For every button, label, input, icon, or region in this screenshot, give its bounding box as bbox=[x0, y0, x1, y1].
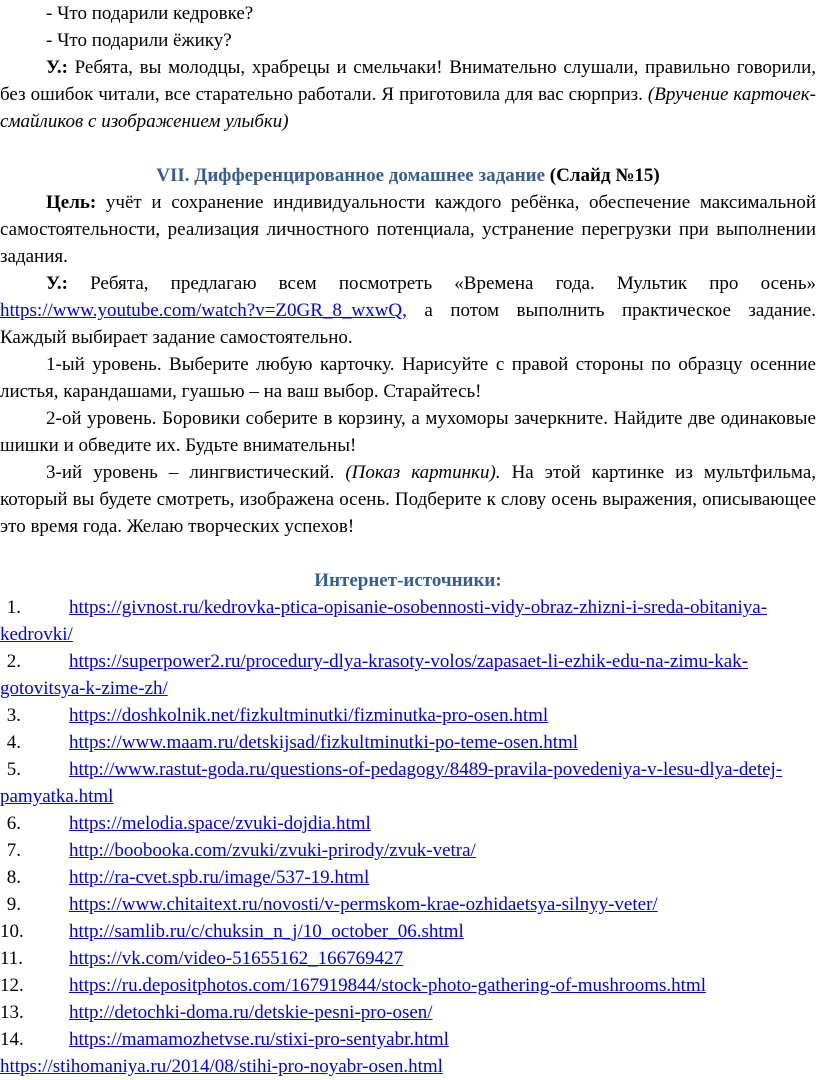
youtube-link[interactable]: https://www.youtube.com/watch?v=Z0GR_8_wxwQ, bbox=[0, 300, 407, 321]
section-title: VII. Дифференцированное домашнее задание bbox=[156, 165, 546, 186]
source-link[interactable]: https://vk.com/video-51655162_166769427 bbox=[69, 948, 404, 969]
spacer bbox=[0, 540, 816, 567]
source-link[interactable]: https://givnost.ru/kedrovka-ptica-opisanie-osobennosti-vidy-obraz-zhizni-i-sreda-obitaniya-kedrovki/ bbox=[0, 597, 768, 645]
source-item bbox=[0, 972, 816, 999]
source-item bbox=[0, 999, 816, 1026]
source-link[interactable]: http://samlib.ru/c/chuksin_n_j/10_october_06.shtml bbox=[69, 921, 464, 942]
extra-source-link[interactable]: https://stihomaniya.ru/2014/08/stihi-pro-noyabr-osen.html bbox=[0, 1056, 443, 1077]
source-number: 9. bbox=[6, 894, 21, 915]
praise-note: (Вручение карточек-смайликов с изображением улыбки) bbox=[0, 84, 816, 132]
sources-heading: Интернет-источники: bbox=[314, 570, 502, 591]
level-3-paragraph bbox=[0, 459, 816, 540]
level-3-text-before: 3-ий уровень – лингвистический. bbox=[46, 462, 346, 483]
source-link[interactable]: https://superpower2.ru/procedury-dlya-krasoty-volos/zapasaet-li-ezhik-edu-na-zimu-kak-gotovitsya-k-zime-zh/ bbox=[0, 651, 748, 699]
goal-paragraph bbox=[0, 189, 816, 270]
source-number: 5. bbox=[6, 759, 21, 780]
source-number: 13. bbox=[0, 1002, 24, 1023]
teacher-paragraph bbox=[0, 270, 816, 351]
source-item bbox=[0, 918, 816, 945]
question-line-2: - Что подарили ёжику? bbox=[46, 30, 232, 51]
source-number: 3. bbox=[6, 705, 21, 726]
source-number: 12. bbox=[0, 975, 24, 996]
source-item bbox=[0, 648, 816, 702]
source-link[interactable]: http://boobooka.com/zvuki/zvuki-prirody/zvuk-vetra/ bbox=[69, 840, 476, 861]
speaker-label: У.: bbox=[46, 57, 68, 78]
sources-list bbox=[0, 594, 816, 1053]
goal-label: Цель: bbox=[46, 192, 97, 213]
teacher-text-after: а потом выполнить практическое задание. Каждый выбирает задание самостоятельно. bbox=[0, 300, 816, 348]
source-link[interactable]: http://detochki-doma.ru/detskie-pesni-pro-osen/ bbox=[69, 1002, 433, 1023]
level-1-paragraph: 1-ый уровень. Выберите любую карточку. Нарисуйте с правой стороны по образцу осенние листья, карандашами, гуашью – на ваш выбор. Старайтесь! bbox=[0, 354, 816, 402]
source-item bbox=[0, 702, 816, 729]
source-item bbox=[0, 729, 816, 756]
section-heading bbox=[0, 162, 816, 189]
section-slide: (Слайд №15) bbox=[545, 165, 660, 186]
source-item bbox=[0, 945, 816, 972]
goal-text: учёт и сохранение индивидуальности каждого ребёнка, обеспечение максимальной самостоятельности, реализация личностного потенциала, устранение перегрузки при выполнении задания. bbox=[0, 192, 816, 267]
source-number: 14. bbox=[0, 1029, 24, 1050]
source-item bbox=[0, 810, 816, 837]
source-item bbox=[0, 1026, 816, 1053]
source-number: 7. bbox=[6, 840, 21, 861]
source-item bbox=[0, 756, 816, 810]
source-number: 1. bbox=[6, 597, 21, 618]
source-link[interactable]: https://www.maam.ru/detskijsad/fizkultminutki-po-teme-osen.html bbox=[69, 732, 579, 753]
teacher-speaker: У.: bbox=[46, 273, 68, 294]
level-3-note: (Показ картинки). bbox=[345, 462, 501, 483]
source-item bbox=[0, 891, 816, 918]
source-link[interactable]: http://ra-cvet.spb.ru/image/537-19.html bbox=[69, 867, 370, 888]
source-link[interactable]: https://mamamozhetvse.ru/stixi-pro-sentyabr.html bbox=[69, 1029, 449, 1050]
source-item bbox=[0, 594, 816, 648]
source-link[interactable]: https://www.chitaitext.ru/novosti/v-permskom-krae-ozhidaetsya-silnyy-veter/ bbox=[69, 894, 658, 915]
praise-text: Ребята, вы молодцы, храбрецы и смельчаки! Внимательно слушали, правильно говорили, без ошибок читали, все старательно работали. Я приготовила для вас сюрприз. bbox=[0, 57, 816, 105]
praise-paragraph bbox=[0, 54, 816, 135]
source-number: 8. bbox=[6, 867, 21, 888]
source-number: 10. bbox=[0, 921, 24, 942]
source-number: 11. bbox=[0, 948, 24, 969]
source-link[interactable]: https://melodia.space/zvuki-dojdia.html bbox=[69, 813, 371, 834]
source-item bbox=[0, 864, 816, 891]
level-2-paragraph: 2-ой уровень. Боровики соберите в корзину, а мухоморы зачеркните. Найдите две одинаковые шишки и обведите их. Будьте внимательны! bbox=[0, 408, 816, 456]
level-3-text-after: На этой картинке из мультфильма, который вы будете смотреть, изображена осень. Подберите к слову осень выражения, описывающее это время года. Желаю творческих успехов! bbox=[0, 462, 816, 537]
source-number: 4. bbox=[6, 732, 21, 753]
question-line-1: - Что подарили кедровке? bbox=[46, 3, 254, 24]
source-link[interactable]: http://www.rastut-goda.ru/questions-of-pedagogy/8489-pravila-povedeniya-v-lesu-dlya-detej-pamyatka.html bbox=[0, 759, 783, 807]
source-number: 2. bbox=[6, 651, 21, 672]
source-link[interactable]: https://doshkolnik.net/fizkultminutki/fizminutka-pro-osen.html bbox=[69, 705, 549, 726]
teacher-text-before: Ребята, предлагаю всем посмотреть «Времена года. Мультик про осень» bbox=[67, 273, 816, 294]
source-link[interactable]: https://ru.depositphotos.com/167919844/stock-photo-gathering-of-mushrooms.html bbox=[69, 975, 706, 996]
source-number: 6. bbox=[6, 813, 21, 834]
spacer bbox=[0, 135, 816, 162]
source-item bbox=[0, 837, 816, 864]
